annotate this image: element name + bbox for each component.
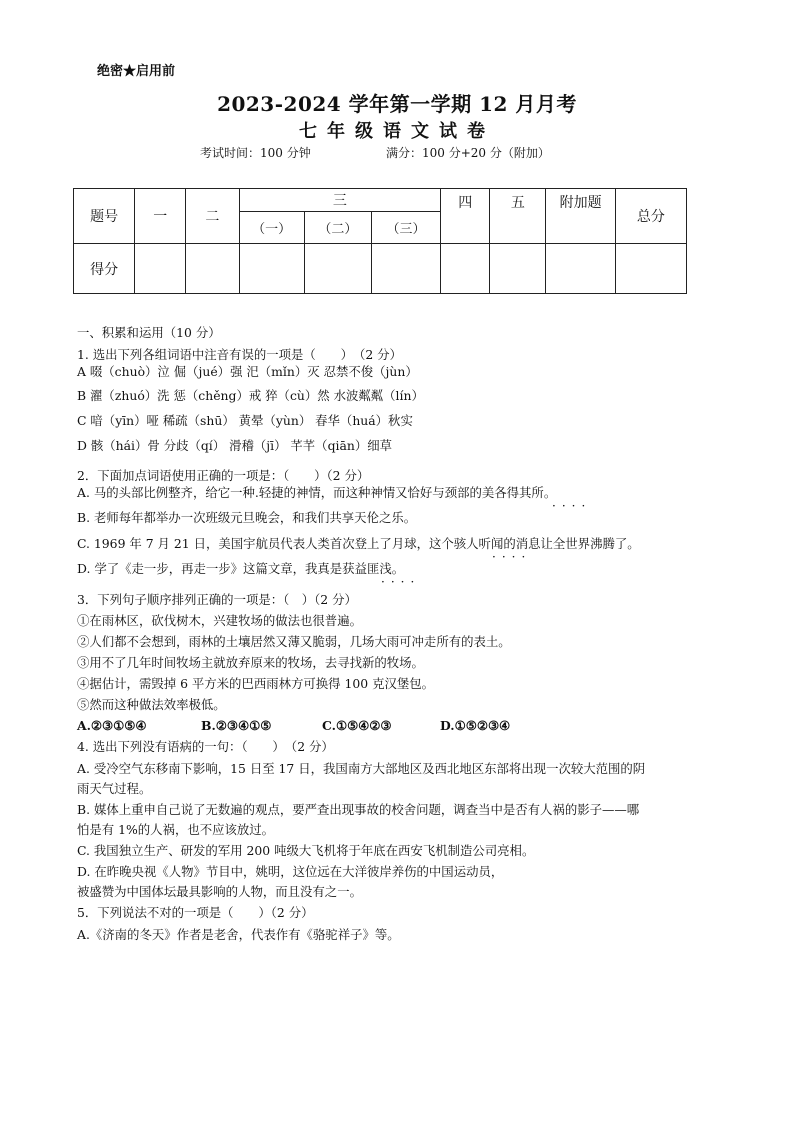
emphasis-dots: ····: [552, 499, 592, 513]
score-cell[interactable]: [304, 244, 371, 294]
q2-option-c: C. 1969 年 7 月 21 日，美国宇航员代表人类首次登上了月球，这个骇人听闻的消息让全世界沸腾了。: [77, 536, 640, 551]
score-cell[interactable]: [371, 244, 440, 294]
q3-sentence-2: ②人们都不会想到，雨林的土壤居然又薄又脆弱，几场大雨可冲走所有的表土。: [77, 634, 511, 649]
score-cell[interactable]: [615, 244, 686, 294]
q4-option-d-line1: D. 在昨晚央视《人物》节目中，姚明，这位远在大洋彼岸养伤的中国运动员，: [77, 864, 504, 879]
q2-option-b: B. 老师每年都举办一次班级元旦晚会，和我们共享天伦之乐。: [77, 510, 417, 525]
q3-sentence-4: ④据估计，需毁掉 6 平方米的巴西雨林方可换得 100 克汉堡包。: [77, 676, 435, 691]
score-cell[interactable]: [135, 244, 186, 294]
q3-sentence-1: ①在雨林区，砍伐树木，兴建牧场的做法也很普遍。: [77, 613, 362, 628]
q3-option-b: B.②③④①⑤: [201, 718, 272, 733]
emphasis-dots: ····: [381, 575, 421, 589]
q4-option-d-line2: 被盛赞为中国体坛最具影响的人物，而且没有之一。: [77, 884, 362, 899]
q3-option-c: C.①⑤④②③: [322, 718, 392, 733]
q1-stem: 1. 选出下列各组词语中注音有误的一项是（ ） （2 分）: [77, 347, 402, 362]
header-section-3-2: （二）: [304, 212, 371, 244]
q1-option-c: C 喑（yīn）哑 稀疏（shū） 黄晕（yùn） 春华（huá）秋实: [77, 413, 413, 428]
header-tihao: 题号: [74, 189, 135, 244]
q4-option-a-line1: A. 受冷空气东移南下影响，15 日至 17 日，我国南方大部地区及西北地区东部将出现一次较大范围的阴: [77, 761, 646, 776]
emphasis-dots: ····: [492, 550, 532, 564]
row-label-defen: 得分: [74, 244, 135, 294]
q1-option-a: A 啜（chuò）泣 倔（jué）强 汜（mǐn）灭 忍禁不俊（jùn）: [77, 364, 418, 379]
q2-option-a: A. 马的头部比例整齐，给它一种.轻捷的神情，而这种神情又恰好与颈部的美各得其所。: [77, 485, 557, 500]
header-section-2: 二: [186, 189, 239, 244]
score-cell[interactable]: [490, 244, 546, 294]
score-cell[interactable]: [546, 244, 615, 294]
header-section-3: 三: [239, 189, 441, 212]
header-extra: 附加题: [546, 189, 615, 244]
header-section-1: 一: [135, 189, 186, 244]
q1-option-b: B 濯（zhuó）洗 惩（chěng）戒 猝（cù）然 水波粼粼（lín）: [77, 388, 424, 403]
q4-option-b-line2: 怕是有 1%的人祸，也不应该放过。: [77, 822, 275, 837]
q2-stem: 2．下面加点词语使用正确的一项是：（ ）（2 分）: [77, 468, 370, 483]
q2-option-d: D. 学了《走一步，再走一步》这篇文章，我真是获益匪浅。: [77, 561, 405, 576]
header-section-3-3: （三）: [371, 212, 440, 244]
q3-option-a: A.②③①⑤④: [77, 718, 147, 733]
q3-option-d: D.①⑤②③④: [440, 718, 511, 733]
q4-option-a-line2: 雨天气过程。: [77, 781, 152, 796]
exam-subtitle: 七年级语文试卷: [299, 121, 495, 142]
full-score: 满分：100 分+20 分（附加）: [386, 146, 550, 160]
header-total: 总分: [615, 189, 686, 244]
score-table: [73, 188, 687, 294]
q4-option-c: C. 我国独立生产、研发的军用 200 吨级大飞机将于年底在西安飞机制造公司亮相。: [77, 843, 535, 858]
exam-time: 考试时间：100 分钟: [200, 146, 311, 160]
q5-stem: 5．下列说法不对的一项是（ ）（2 分）: [77, 905, 314, 920]
header-section-4: 四: [441, 189, 490, 244]
score-cell[interactable]: [441, 244, 490, 294]
header-section-3-1: （一）: [239, 212, 304, 244]
q5-option-a: A.《济南的冬天》作者是老舍，代表作有《骆驼祥子》等。: [77, 927, 400, 942]
exam-title: 2023-2024 学年第一学期 12 月月考: [217, 92, 577, 116]
q3-sentence-5: ⑤然而这种做法效率极低。: [77, 697, 226, 712]
q4-stem: 4. 选出下列没有语病的一句：（ ） （2 分）: [77, 739, 334, 754]
confidential-label: 绝密★启用前: [97, 64, 176, 79]
q3-stem: 3．下列句子顺序排列正确的一项是：（ ）（2 分）: [77, 592, 357, 607]
score-cell[interactable]: [239, 244, 304, 294]
score-cell[interactable]: [186, 244, 239, 294]
q3-sentence-3: ③用不了几年时间牧场主就放弃原来的牧场，去寻找新的牧场。: [77, 655, 424, 670]
q1-option-d: D 骸（hái）骨 分歧（qí） 滑稽（jī） 芊芊（qiān）细草: [77, 438, 393, 453]
q4-option-b-line1: B. 媒体上重申自己说了无数遍的观点，要严查出现事故的校舍问题，调查当中是否有人祸的影子——哪: [77, 802, 640, 817]
section-heading: 一、积累和运用（10 分）: [77, 325, 221, 340]
header-section-5: 五: [490, 189, 546, 244]
